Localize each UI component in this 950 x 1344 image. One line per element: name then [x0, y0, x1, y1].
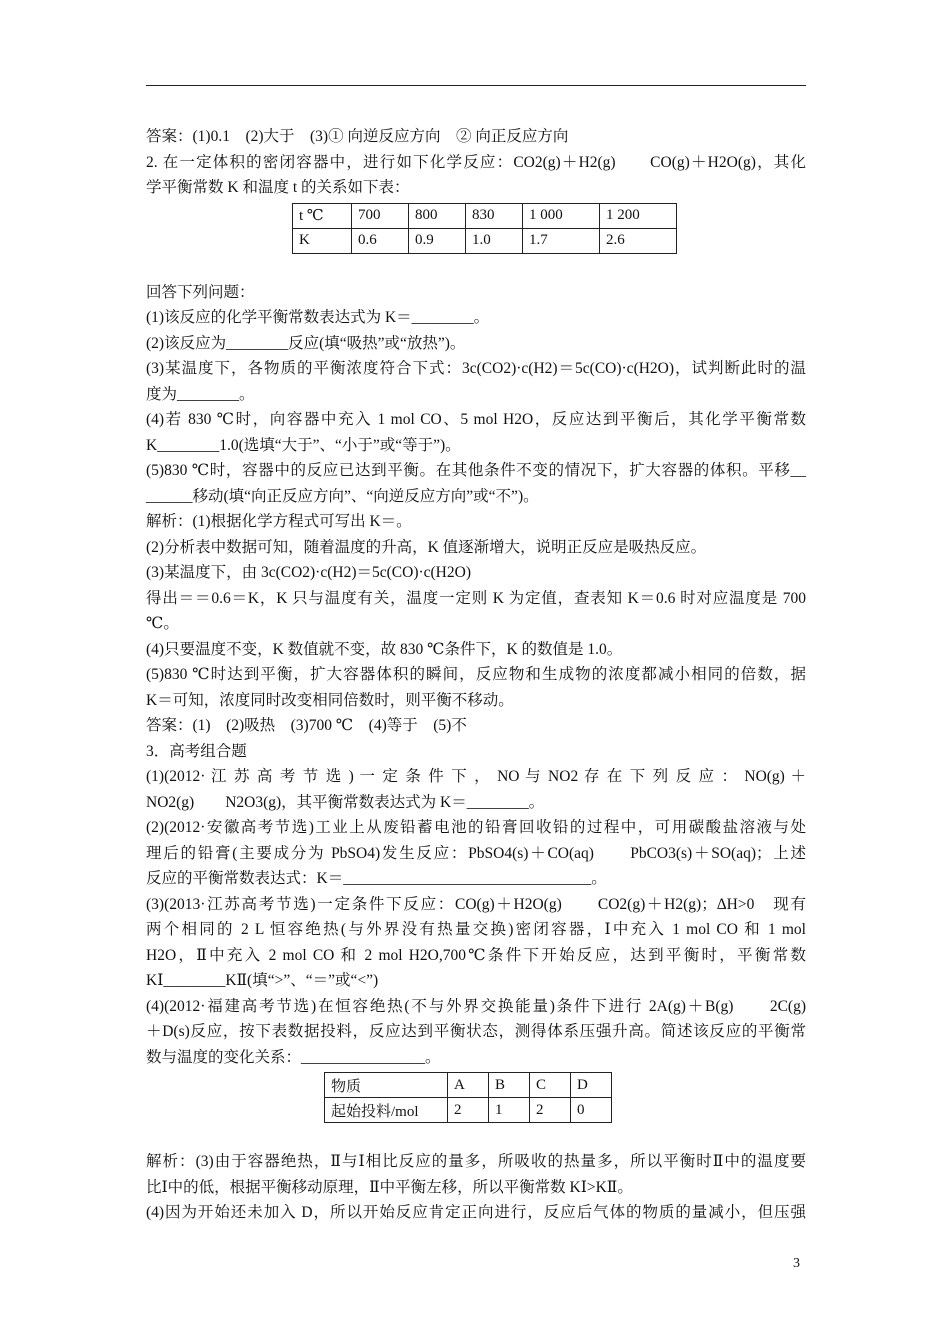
q3-part-3: (3)(2013·江苏高考节选)一定条件下反应：CO(g)＋H2O(g) CO2(g)＋H2(g)；ΔH>0 现有 [146, 895, 806, 913]
table-cell: 2 [530, 1098, 571, 1123]
answer-line-q1: 答案：(1)0.1 (2)大于 (3)① 向逆反应方向 ② 向正反应方向 [146, 128, 569, 145]
table-cell: 1 200 [600, 203, 677, 228]
table-cell: 1.0 [466, 228, 523, 253]
q3-part-4: (4)(2012·福建高考节选)在恒容绝热(不与外界交换能量)条件下进行 2A(g)＋B(g) 2C(g) [146, 997, 806, 1015]
feed-table [324, 1072, 612, 1123]
k-temperature-table [292, 203, 677, 254]
question-3-title: 3．高考组合题 [146, 742, 247, 760]
sub-question-5-cont: ______移动(填“向正反应方向”、“向逆反应方向”或“不”)。 [146, 487, 539, 505]
table-cell: 830 [466, 203, 523, 228]
analysis-2: (2)分析表中数据可知，随着温度的升高，K 值逐渐增大，说明正反应是吸热反应。 [146, 538, 707, 556]
answer-line-q2: 答案：(1) (2)吸热 (3)700 ℃ (4)等于 (5)不 [146, 717, 467, 734]
table-row [293, 228, 677, 253]
table-row [325, 1073, 612, 1098]
document-body [146, 124, 806, 1226]
table-cell: 0.9 [409, 228, 466, 253]
table-cell: 700 [352, 203, 409, 228]
q3-part-4-cont: ＋D(s)反应，按下表数据投料，反应达到平衡状态，测得体系压强升高。简述该反应的平衡常 [146, 1023, 806, 1040]
table-cell: 2.6 [600, 228, 677, 253]
analysis-1: 解析：(1)根据化学方程式可写出 K＝。 [146, 513, 412, 530]
q3-part-3-end: KⅠ________KⅡ(填“>”、“＝”或“<”) [146, 972, 379, 989]
table-cell: 0 [571, 1098, 612, 1123]
q3-part-3-cont: 两个相同的 2 L 恒容绝热(与外界没有热量交换)密闭容器，Ⅰ中充入 1 mol CO 和 1 mol [146, 921, 806, 938]
table-cell: 1.7 [523, 228, 600, 253]
table-cell: D [571, 1073, 612, 1098]
table-cell: 800 [409, 203, 466, 228]
analysis-q3-3-cont: 比Ⅰ中的低，根据平衡移动原理，Ⅱ中平衡左移，所以平衡常数 KⅠ>KⅡ。 [146, 1178, 633, 1196]
header-rule [146, 85, 806, 86]
table-cell: C [530, 1073, 571, 1098]
q3-part-1: (1)(2012· 江 苏 高 考 节 选 ) 一 定 条 件 下 ， NO 与 NO2 存 在 下 列 反 应 ： NO(g) ＋ [146, 768, 806, 785]
analysis-5: (5)830 ℃时达到平衡，扩大容器体积的瞬间，反应物和生成物的浓度都减小相同的倍数，据 [146, 666, 806, 683]
sub-question-1: (1)该反应的化学平衡常数表达式为 K＝________。 [146, 309, 490, 326]
sub-question-4: (4)若 830 ℃时，向容器中充入 1 mol CO、5 mol H2O，反应达到平衡后，其化学平衡常数 [146, 411, 806, 428]
q3-part-4-end: 数与温度的变化关系：________________。 [146, 1048, 441, 1066]
question-2-stem-cont: 学平衡常数 K 和温度 t 的关系如下表： [146, 179, 410, 196]
analysis-3-end: ℃。 [146, 615, 179, 632]
analysis-5-cont: K＝可知，浓度同时改变相同倍数时，则平衡不移动。 [146, 691, 514, 709]
q3-part-2-end: 反应的平衡常数表达式：K＝________________________________。 [146, 870, 607, 887]
table-cell: 物质 [325, 1073, 448, 1098]
analysis-q3-3: 解析：(3)由于容器绝热，Ⅱ与Ⅰ相比反应的量多，所吸收的热量多，所以平衡时Ⅱ中的温度要 [146, 1153, 806, 1170]
table-cell: t ℃ [293, 203, 352, 228]
table-cell: 0.6 [352, 228, 409, 253]
analysis-3: (3)某温度下，由 3c(CO2)·c(H2)＝5c(CO)·c(H2O) [146, 564, 471, 581]
page-number: 3 [793, 1256, 800, 1271]
table-cell: 起始投料/mol [325, 1098, 448, 1123]
analysis-q3-4: (4)因为开始还未加入 D，所以开始反应肯定正向进行，反应后气体的物质的量减小，但压强 [146, 1204, 806, 1221]
sub-question-5: (5)830 ℃时，容器中的反应已达到平衡。在其他条件不变的情况下，扩大容器的体积。平移__ [146, 462, 806, 479]
analysis-3-cont: 得出＝＝0.6＝K，K 只与温度有关，温度一定则 K 为定值，查表知 K＝0.6 时对应温度是 700 [146, 589, 806, 607]
table-cell: B [489, 1073, 530, 1098]
table-cell: 1 [489, 1098, 530, 1123]
table-cell: 2 [448, 1098, 489, 1123]
prompt-line: 回答下列问题： [146, 283, 255, 301]
table-cell: K [293, 228, 352, 253]
q3-part-2: (2)(2012·安徽高考节选)工业上从废铅蓄电池的铅膏回收铅的过程中，可用碳酸盐溶液与处 [146, 819, 806, 836]
q3-part-2-cont: 理后的铅膏(主要成分为 PbSO4)发生反应：PbSO4(s)＋CO(aq) PbCO3(s)＋SO(aq)；上述 [146, 844, 806, 862]
sub-question-4-cont: K________1.0(选填“大于”、“小于”或“等于”)。 [146, 436, 461, 454]
table-cell: 1 000 [523, 203, 600, 228]
analysis-4: (4)只要温度不变，K 数值就不变，故 830 ℃条件下，K 的数值是 1.0。 [146, 640, 623, 658]
table-row [293, 203, 677, 228]
sub-question-3-cont: 度为________。 [146, 385, 255, 403]
q3-part-1-cont: NO2(g) N2O3(g)，其平衡常数表达式为 K＝________。 [146, 793, 545, 811]
sub-question-3: (3)某温度下，各物质的平衡浓度符合下式：3c(CO2)·c(H2)＝5c(CO)·c(H2O)，试判断此时的温 [146, 360, 806, 377]
question-2-stem: 2. 在一定体积的密闭容器中，进行如下化学反应：CO2(g)＋H2(g) CO(g)＋H2O(g)，其化 [146, 153, 806, 171]
table-cell: A [448, 1073, 489, 1098]
sub-question-2: (2)该反应为________反应(填“吸热”或“放热”)。 [146, 334, 466, 352]
q3-part-3-cont2: H2O，Ⅱ中充入 2 mol CO 和 2 mol H2O,700℃条件下开始反应，达到平衡时，平衡常数 [146, 946, 806, 964]
table-row [325, 1098, 612, 1123]
